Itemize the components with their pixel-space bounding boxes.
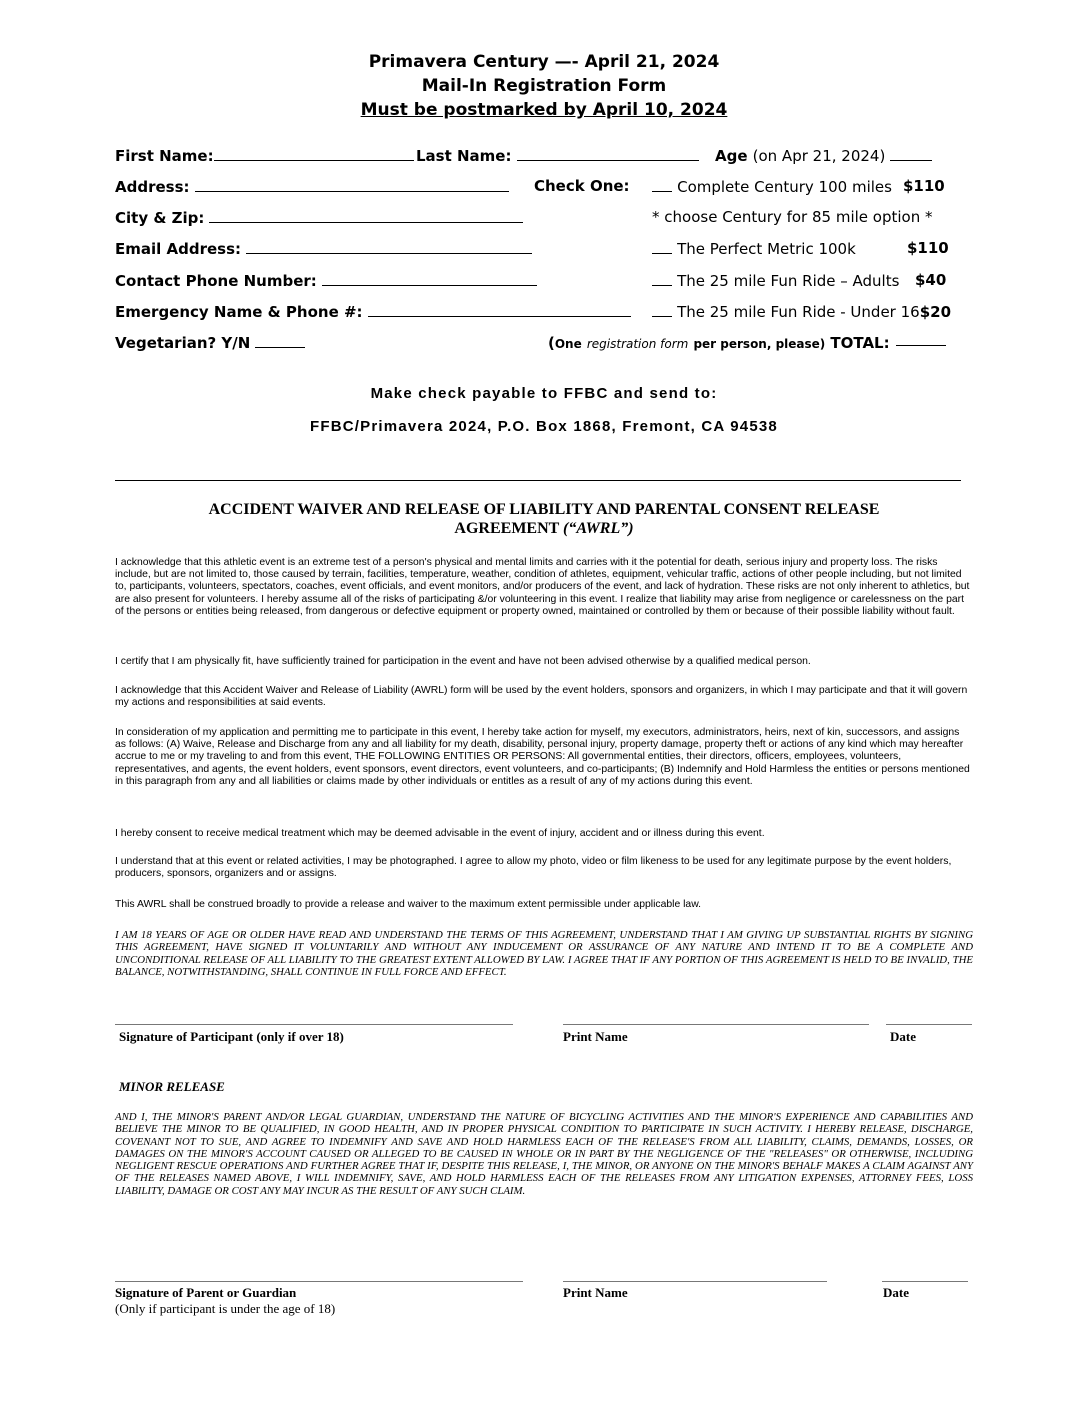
option-fun-adults-price: $40 [915, 271, 947, 289]
waiver-certification: I AM 18 YEARS OF AGE OR OLDER HAVE READ AND UNDERSTAND THE TERMS OF THIS AGREEMENT, UNDERSTAND THAT I AM GIVING UP SUBSTANTIAL RIGHTS BY SIGNING THIS AGREEMENT, HAVE SIGNED IT VOLUNTARILY AND WITHOUT ANY INDUCEMENT OR ASSURANCE OF ANY NATURE AND INTEND IT TO BE A COMPLETE AND UNCONDITIONAL RELEASE OF ALL LIABILITY TO THE GREATEST EXTENT ALLOWED BY LAW. I AGREE THAT IF ANY PORTION OF THIS AGREEMENT IS HELD TO BE INVALID, THE BALANCE, NOTWITHSTANDING, SHALL CONTINUE IN FULL FORCE AND EFFECT. [115, 929, 973, 978]
phone-label: Contact Phone Number: [115, 272, 317, 290]
participant-date-line[interactable] [886, 1024, 972, 1025]
participant-print-name-line[interactable] [563, 1024, 869, 1025]
option-fun-under16-checkbox[interactable] [652, 304, 672, 317]
postmark-deadline: Must be postmarked by April 10, 2024 [360, 100, 728, 120]
check-one-label: Check One: [534, 177, 630, 195]
option-century-checkbox[interactable] [652, 179, 672, 192]
waiver-title-awrl: (“AWRL”) [563, 520, 634, 537]
vegetarian-label: Vegetarian? Y/N [115, 334, 251, 352]
option-century-text: Complete Century 100 miles [677, 178, 892, 196]
option-metric-checkbox[interactable] [652, 241, 672, 254]
first-name-field[interactable] [214, 148, 414, 161]
participant-print-name-label: Print Name [563, 1029, 628, 1044]
participant-signature-label: Signature of Participant (only if over 18) [119, 1029, 344, 1044]
guardian-date-label: Date [883, 1285, 909, 1300]
option-fun-under16-price: $20 [919, 303, 952, 321]
form-subtitle: Mail-In Registration Form [421, 76, 667, 96]
option-fun-under16-text: The 25 mile Fun Ride - Under 16 [677, 303, 920, 321]
age-note: (on Apr 21, 2024) [752, 147, 886, 165]
option-metric-price: $110 [907, 239, 949, 257]
guardian-signature-line[interactable] [115, 1281, 523, 1282]
address-label: Address: [115, 178, 190, 196]
one-form-registration: registration form [586, 337, 689, 351]
last-name-label: Last Name: [416, 147, 512, 165]
waiver-paragraph-medical: I hereby consent to receive medical treatment which may be deemed advisable in the event of injury, accident and or illness during this event. [115, 828, 765, 839]
email-field[interactable] [246, 241, 532, 254]
age-row [715, 146, 932, 165]
emergency-label: Emergency Name & Phone #: [115, 303, 363, 321]
total-label: TOTAL: [830, 334, 890, 352]
waiver-paragraph-fitness: I certify that I am physically fit, have sufficiently trained for participation in the event and have not been advised otherwise by a qualified medical person. [115, 656, 811, 667]
total-field[interactable] [896, 345, 946, 346]
email-row [115, 239, 532, 258]
waiver-title-line2: AGREEMENT [454, 520, 560, 537]
emergency-row [115, 302, 631, 321]
one-form-one: One [554, 337, 582, 351]
guardian-signature-label: Signature of Parent or Guardian [115, 1285, 297, 1300]
guardian-note: (Only if participant is under the age of 18) [115, 1301, 336, 1316]
option-century [652, 177, 892, 196]
first-name-label: First Name: [115, 147, 214, 165]
age-field[interactable] [890, 148, 932, 161]
check-payable: Make check payable to FFBC and send to: [370, 385, 718, 402]
option-fun-under16 [652, 302, 951, 321]
address-field[interactable] [195, 179, 509, 192]
one-form-per-person: per person, please) [693, 337, 826, 351]
minor-release-text: AND I, THE MINOR'S PARENT AND/OR LEGAL GUARDIAN, UNDERSTAND THE NATURE OF BICYCLING ACTIVITIES AND THE MINOR'S EXPERIENCE AND CAPABILITIES AND BELIEVE THE MINOR TO BE QUALIFIED, IN GOOD HEALTH, AND IN PROPER PHYSICAL CONDITION TO PARTICIPATE IN SUCH ACTIVITY. I HEREBY RELEASE, DISCHARGE, COVENANT NOT TO SUE, AND AGREE TO INDEMNIFY AND SAVE AND HOLD HARMLESS EACH OF THE RELEASE'S FROM ALL LIABILITY, CLAIMS, DEMANDS, LOSSES, OR DAMAGES ON THE MINOR'S ACCOUNT CAUSED OR ALLEGED TO BE CAUSED IN WHOLE OR IN PART BY THE NEGLIGENCE OF THE "RELEASES" OR OTHERWISE, INCLUDING NEGLIGENT RESCUE OPERATIONS AND FURTHER AGREE THAT IF, DESPITE THIS RELEASE, I, THE MINOR, OR ANYONE ON THE MINOR'S BEHALF MAKES A CLAIM AGAINST ANY OF THE RELEASES NAMED ABOVE, I WILL INDEMNIFY, SAVE, AND HOLD HARMLESS EACH OF THE RELEASES FROM ANY LITIGATION EXPENSES, ATTORNEY FEES, LOSS LIABILITY, DAMAGE OR COST ANY MAY INCUR AS THE RESULT OF ANY SUCH CLAIM. [115, 1111, 973, 1197]
vegetarian-row [115, 333, 305, 352]
participant-date-label: Date [890, 1029, 916, 1044]
option-metric-text: The Perfect Metric 100k [677, 240, 856, 258]
waiver-paragraph-acknowledge: I acknowledge that this Accident Waiver and Release of Liability (AWRL) form will be used by the event holders, sponsors and organizers, in which I may participate and that it will govern my actions and responsibilities at said events. [115, 685, 968, 709]
option-century-price: $110 [903, 177, 945, 195]
guardian-print-name-line[interactable] [563, 1281, 827, 1282]
minor-release-heading: MINOR RELEASE [119, 1079, 225, 1094]
total-row [548, 333, 890, 352]
city-zip-field[interactable] [209, 210, 523, 223]
mailing-address: FFBC/Primavera 2024, P.O. Box 1868, Fremont, CA 94538 [310, 418, 778, 435]
city-zip-row [115, 208, 523, 227]
waiver-paragraph-construed: This AWRL shall be construed broadly to provide a release and waiver to the maximum extent permissible under applicable law. [115, 899, 702, 910]
phone-field[interactable] [322, 273, 537, 286]
city-zip-label: City & Zip: [115, 209, 205, 227]
option-metric [652, 239, 856, 258]
age-label: Age [715, 147, 748, 165]
address-row [115, 177, 509, 196]
century-85-note: * choose Century for 85 mile option * [652, 208, 933, 226]
guardian-print-name-label: Print Name [563, 1285, 628, 1300]
phone-row [115, 271, 537, 290]
option-fun-adults-checkbox[interactable] [652, 273, 672, 286]
waiver-title [140, 500, 948, 538]
waiver-title-line1: ACCIDENT WAIVER AND RELEASE OF LIABILITY AND PARENTAL CONSENT RELEASE [208, 501, 880, 518]
email-label: Email Address: [115, 240, 242, 258]
option-fun-adults-text: The 25 mile Fun Ride – Adults [677, 272, 900, 290]
form-title: Primavera Century —- April 21, 2024 [368, 52, 720, 72]
one-form-paren: ( [548, 334, 555, 352]
waiver-paragraph-consideration: In consideration of my application and permitting me to participate in this event, I hereby take action for myself, my executors, administrators, heirs, next of kin, successors, and assigns as follows: (A) Waive, Release and Discharge from any and all liability for my death, disability, personal injury, property damage, property theft or actions of any kind which may hereafter accrue to me or my traveling to and from this event, THE FOLLOWING ENTITIES OR PERSONS: All governmental entities, their directors, officers, employees, volunteers, representatives, and agents, the event holders, event sponsors, event directors, event volunteers, and co-participants; (B) Indemnify and Hold Harmless the entities or persons mentioned in this paragraph from any and all liabilities or claims made by other individuals or entitles as a result of any of my actions during this event. [115, 727, 970, 787]
first-name-row [115, 146, 414, 165]
guardian-date-line[interactable] [882, 1281, 968, 1282]
waiver-paragraph-risks: I acknowledge that this athletic event is an extreme test of a person's physical and mental limits and carries with it the potential for death, serious injury and property loss. The risks include, but are not limited to, those caused by terrain, facilities, temperature, weather, condition of athletes, equipment, vehicular traffic, actions of other people including, but not limited to, participants, volunteers, spectators, coaches, event officials, and event monitors, and/or producers of the event, and lack of hydration. These risks are not only inherent to athletics, but are also present for volunteers. I hereby assume all of the risks of participating &/or volunteering in this event. I realize that liability may arise from negligence or carelessness on the part of the persons or entities being released, from dangerous or defective equipment or property owned, maintained or controlled by them or because of their possible liability without fault. [115, 557, 970, 617]
last-name-field[interactable] [517, 148, 699, 161]
section-divider [115, 480, 961, 481]
last-name-row [416, 146, 699, 165]
option-fun-adults [652, 271, 899, 290]
waiver-paragraph-photo: I understand that at this event or related activities, I may be photographed. I agree to allow my photo, video or film likeness to be used for any legitimate purpose by the event holders, producers, sponsors, organizers and or assigns. [115, 856, 952, 880]
participant-signature-line[interactable] [115, 1024, 513, 1025]
vegetarian-field[interactable] [255, 335, 305, 348]
emergency-field[interactable] [368, 304, 631, 317]
